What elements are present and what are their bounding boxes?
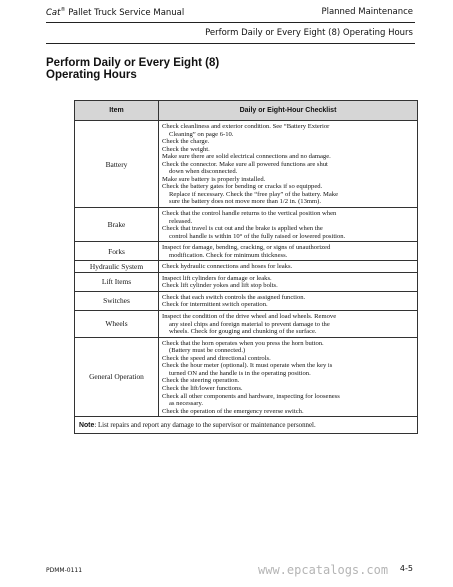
- item-cell: General Operation: [75, 337, 159, 416]
- brand-name: Cat: [46, 7, 61, 18]
- page-title-line-1: Perform Daily or Every Eight (8): [46, 57, 220, 69]
- item-cell: Battery: [75, 121, 159, 208]
- checklist-line: Check the hour meter (optional). It must operate when the key is turned ON and the handle is in the operating position.: [162, 362, 333, 377]
- checklist-line: Inspect lift cylinders for damage or leaks.: [162, 274, 272, 282]
- checklist-line: Check the connector. Make sure all powered functions are shut down when disconnected.: [162, 160, 328, 176]
- checklist-table: [74, 100, 418, 434]
- checklist-line: Check the weight.: [162, 145, 210, 153]
- manual-title: Pallet Truck Service Manual: [68, 7, 185, 18]
- checklist-table-wrapper: [74, 100, 417, 434]
- item-cell: Wheels: [75, 311, 159, 338]
- checklist-cell: [159, 208, 418, 242]
- table-row: [75, 311, 418, 338]
- item-cell: Switches: [75, 291, 159, 310]
- checklist-line: Make sure battery is properly installed.: [162, 175, 266, 183]
- watermark: www.epcatalogs.com: [258, 563, 389, 577]
- column-header-item: Item: [75, 101, 159, 121]
- item-cell: Hydraulic System: [75, 261, 159, 273]
- checklist-line: Check lift cylinder yokes and lift stop bolts.: [162, 282, 278, 290]
- checklist-line: Check hydraulic connections and hoses for leaks.: [162, 263, 293, 271]
- note-cell: [75, 417, 418, 434]
- note-label: Note: [79, 421, 95, 429]
- header-rule: [46, 22, 415, 23]
- checklist-line: Check that travel is cut out and the brake is applied when the control handle is within 10° of the fully raised or lowered position.: [162, 225, 346, 240]
- table-row: [75, 337, 418, 416]
- page-title-line-2: Operating Hours: [46, 69, 137, 81]
- page-title: [46, 57, 219, 81]
- checklist-cell: [159, 242, 418, 261]
- checklist-line: Check for intermittent switch operation.: [162, 301, 268, 309]
- table-row: [75, 291, 418, 310]
- registered-mark: ®: [60, 7, 66, 13]
- column-header-checklist: Daily or Eight-Hour Checklist: [159, 101, 418, 121]
- checklist-line: Inspect the condition of the drive wheel and load wheels. Remove any steel chips and foreign material to prevent damage to the wheels. Check for gouging and chunking of the surface.: [162, 313, 337, 336]
- manual-header: [46, 7, 184, 18]
- checklist-line: Check the steering operation.: [162, 377, 240, 385]
- checklist-cell: [159, 337, 418, 416]
- item-cell: Lift Items: [75, 272, 159, 291]
- document-code: PDMM-0111: [46, 567, 83, 574]
- table-row: [75, 121, 418, 208]
- table-header-row: [75, 101, 418, 121]
- checklist-line: Check the operation of the emergency reverse switch.: [162, 407, 304, 415]
- page-number: 4-5: [399, 564, 413, 573]
- table-row: [75, 261, 418, 273]
- checklist-line: Check that each switch controls the assigned function.: [162, 293, 306, 301]
- checklist-line: Check that the control handle returns to the vertical position when released.: [162, 210, 337, 225]
- checklist-line: Check the battery gates for bending or cracks if so equipped. Replace if necessary. Check the “free play” of the battery. Make sure the battery does not move more than 1/2 in. (13mm).: [162, 183, 339, 206]
- checklist-line: Check the speed and directional controls.: [162, 354, 271, 362]
- checklist-line: Inspect for damage, bending, cracking, or signs of unauthorized modification. Check for minimum thickness.: [162, 244, 331, 259]
- checklist-cell: [159, 272, 418, 291]
- table-row: [75, 272, 418, 291]
- checklist-cell: [159, 121, 418, 208]
- checklist-line: Make sure there are solid electrical connections and no damage.: [162, 153, 331, 161]
- note-text: : List repairs and report any damage to the supervisor or maintenance personnel.: [94, 421, 316, 429]
- checklist-line: Check the lift/lower functions.: [162, 384, 243, 392]
- checklist-cell: [159, 261, 418, 273]
- item-cell: Brake: [75, 208, 159, 242]
- checklist-line: Check that the horn operates when you press the horn button. (Battery must be connected.): [162, 339, 324, 355]
- table-row: [75, 242, 418, 261]
- subheader-rule: [46, 43, 415, 44]
- item-cell: Forks: [75, 242, 159, 261]
- checklist-line: Check cleanliness and exterior condition. See “Battery Exterior Cleaning” on page 6-10.: [162, 123, 330, 138]
- note-row: [75, 417, 418, 434]
- table-row: [75, 208, 418, 242]
- section-title: Planned Maintenance: [321, 7, 413, 17]
- checklist-line: Check the charge.: [162, 138, 210, 146]
- checklist-rows: [75, 121, 418, 417]
- checklist-cell: [159, 311, 418, 338]
- checklist-line: Check all other components and hardware, inspecting for looseness as necessary.: [162, 392, 340, 408]
- checklist-cell: [159, 291, 418, 310]
- subsection-title: Perform Daily or Every Eight (8) Operating Hours: [205, 28, 413, 38]
